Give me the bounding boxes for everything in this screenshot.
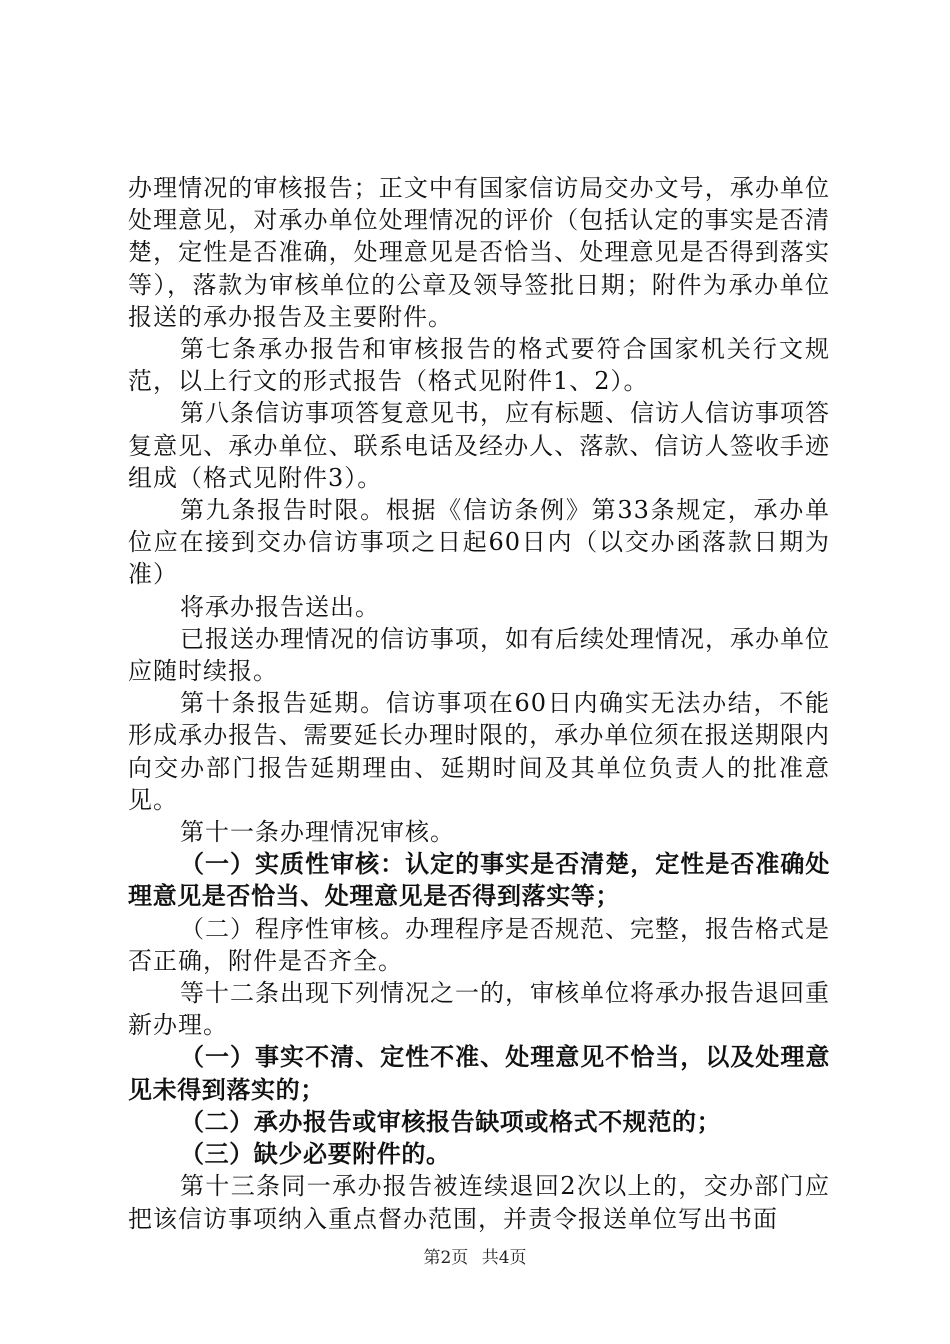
paragraph-item-procedural-review: （二）程序性审核。办理程序是否规范、完整，报告格式是否正确，附件是否齐全。 bbox=[128, 914, 830, 975]
page-number-current: 第2页 bbox=[423, 1248, 469, 1268]
paragraph-item-2: （二）承办报告或审核报告缺项或格式不规范的； bbox=[180, 1107, 722, 1136]
paragraph-article-12: 等十二条出现下列情况之一的，审核单位将承办报告退回重新办理。 bbox=[128, 979, 830, 1040]
document-body bbox=[128, 172, 830, 1235]
page-number-total: 共4页 bbox=[481, 1248, 527, 1268]
paragraph: 将承办报告送出。 bbox=[180, 592, 380, 621]
paragraph-article-7: 第七条承办报告和审核报告的格式要符合国家机关行文规范，以上行文的形式报告（格式见附件1、2）。 bbox=[128, 335, 830, 396]
paragraph-article-9: 第九条报告时限。根据《信访条例》第33条规定，承办单位应在接到交办信访事项之日起60日内（以交办函落款日期为准） bbox=[128, 496, 830, 589]
paragraph-item-substantive-review: （一）实质性审核：认定的事实是否清楚，定性是否准确处理意见是否恰当、处理意见是否得到落实等； bbox=[128, 850, 830, 911]
paragraph-article-10: 第十条报告延期。信访事项在60日内确实无法办结，不能形成承办报告、需要延长办理时限的，承办单位须在报送期限内向交办部门报告延期理由、延期时间及其单位负责人的批准意见。 bbox=[128, 689, 830, 814]
paragraph: 已报送办理情况的信访事项，如有后续处理情况，承办单位应随时续报。 bbox=[128, 624, 830, 686]
paragraph-article-13: 第十三条同一承办报告被连续退回2次以上的，交办部门应把该信访事项纳入重点督办范围，并责令报送单位写出书面 bbox=[128, 1172, 830, 1233]
paragraph-article-8: 第八条信访事项答复意见书，应有标题、信访人信访事项答复意见、承办单位、联系电话及经办人、落款、信访人签收手迹组成（格式见附件3）。 bbox=[128, 399, 830, 492]
paragraph-item-3: （三）缺少必要附件的。 bbox=[180, 1140, 451, 1169]
paragraph-item-1: （一）事实不清、定性不准、处理意见不恰当，以及处理意见未得到落实的； bbox=[128, 1043, 830, 1104]
paragraph-article-11: 第十一条办理情况审核。 bbox=[180, 818, 455, 847]
page-footer bbox=[0, 1243, 950, 1268]
paragraph: 办理情况的审核报告；正文中有国家信访局交办文号，承办单位处理意见，对承办单位处理情况的评价（包括认定的事实是否清楚，定性是否准确，处理意见是否恰当、处理意见是否得到落实等），落款为审核单位的公章及领导签批日期；附件为承办单位报送的承办报告及主要附件。 bbox=[128, 174, 830, 331]
